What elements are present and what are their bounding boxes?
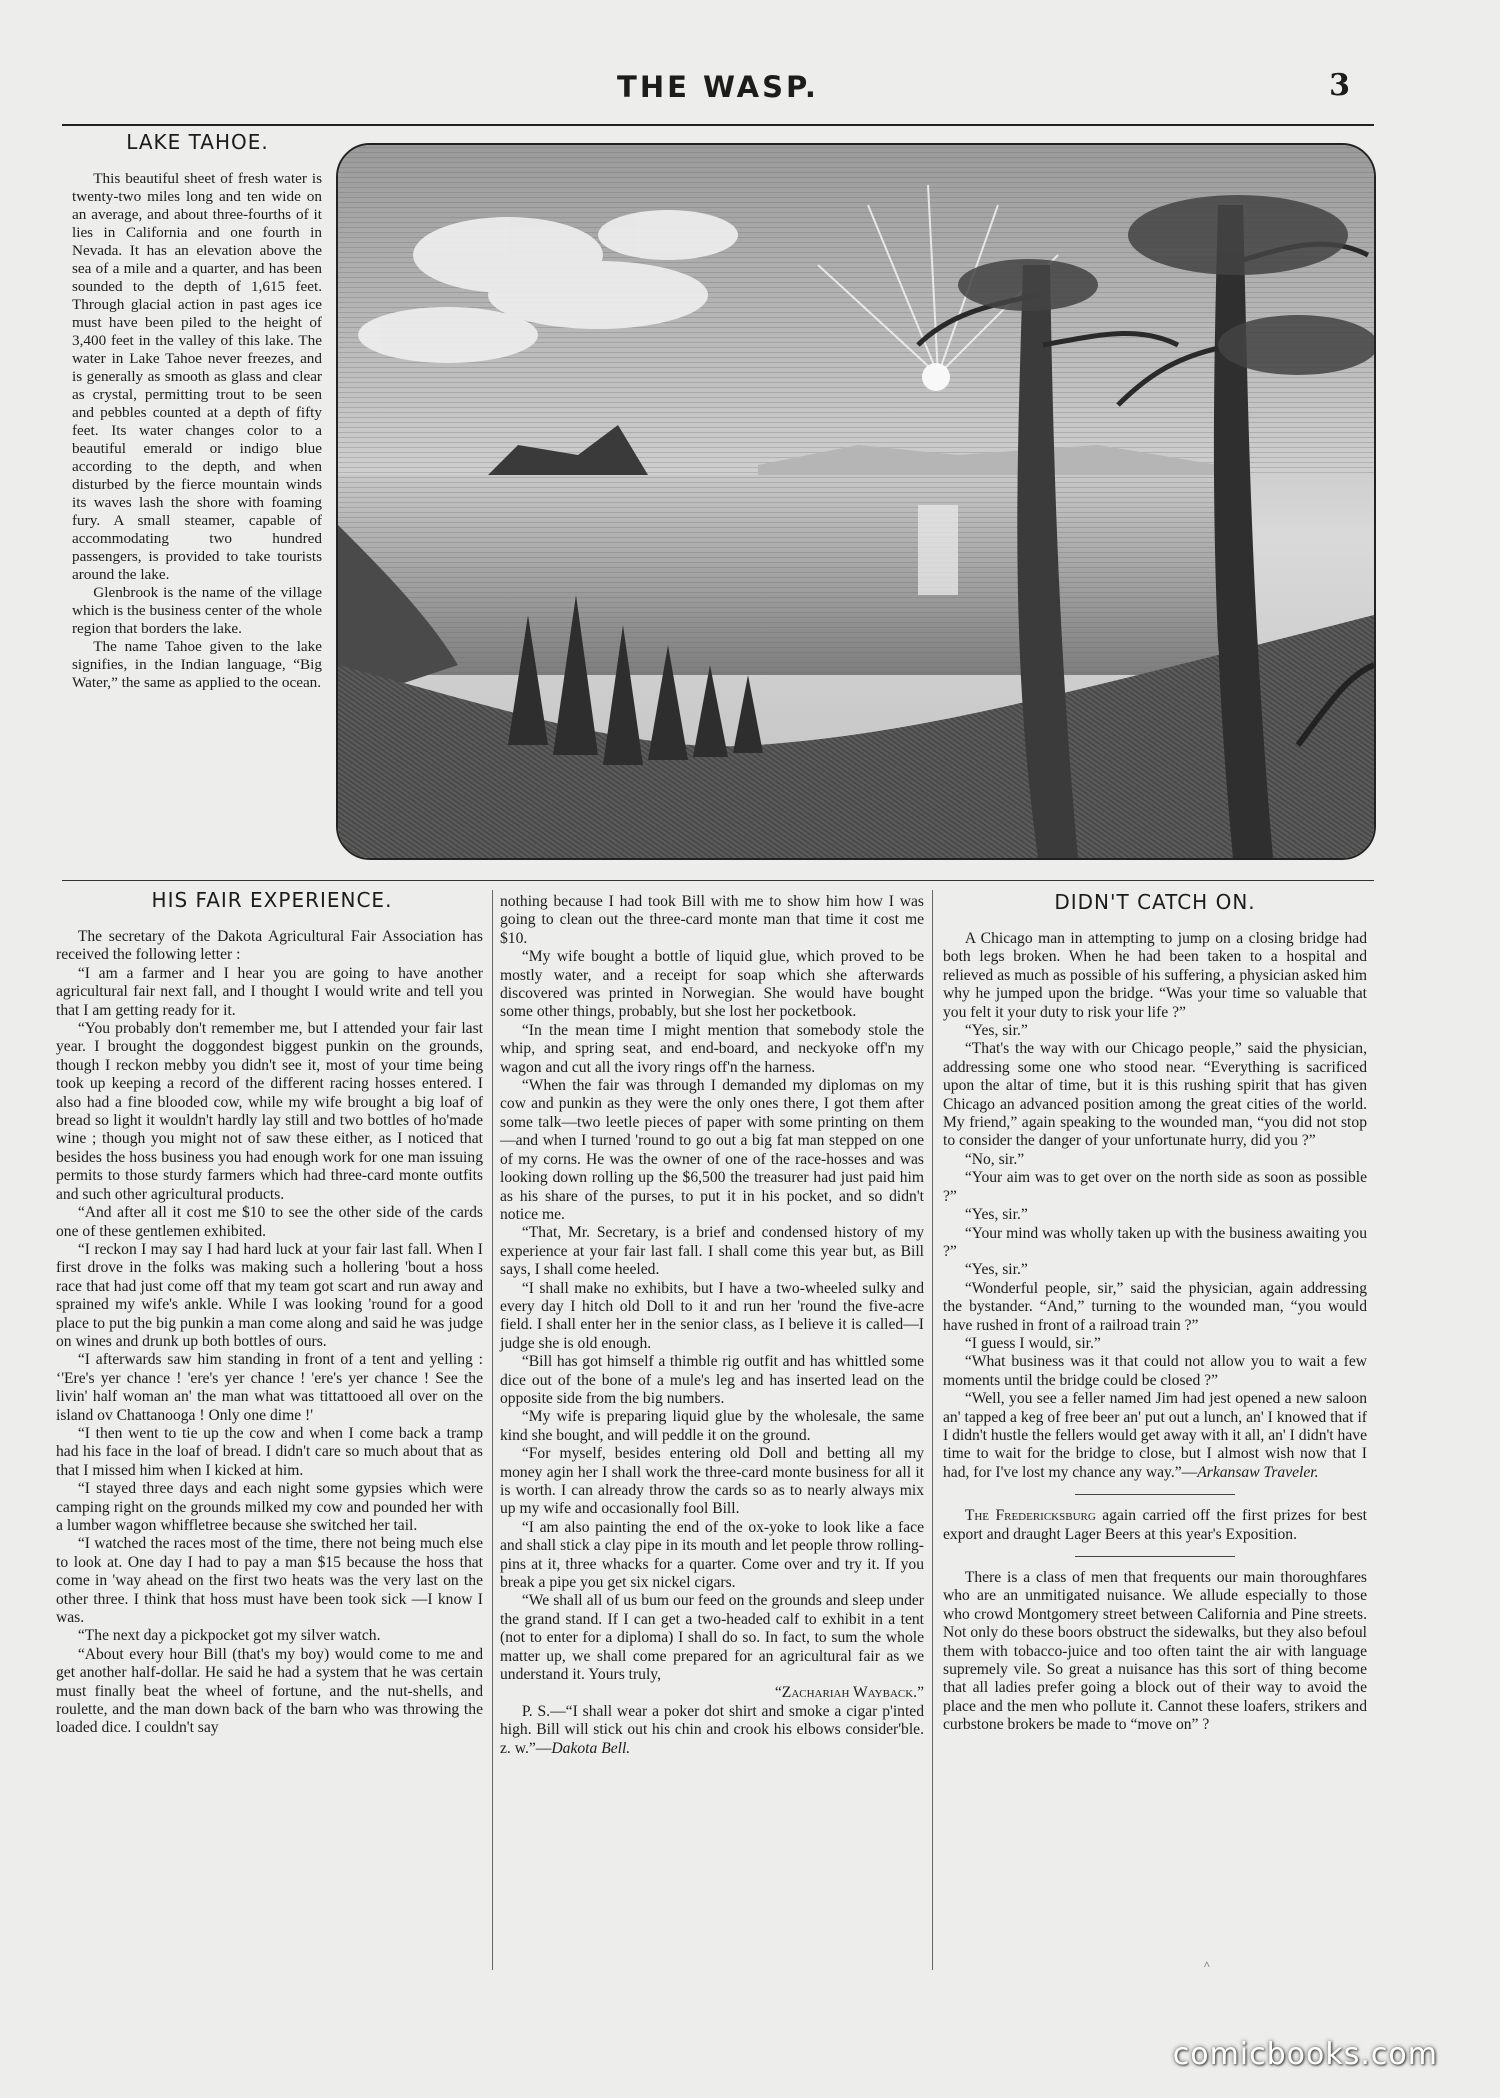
letter-paragraph: “I reckon I may say I had hard luck at your fair last fall. When I first drove in the folks was making such a hollering 'bout a hoss race that had just come off that my team got scart and run away and sprained my wife's ankle. While I was looking 'round for a good place to put the big punkin a man come along and said he was judge on wines and drunk up both bottles of ours. xyxy=(56,1240,483,1350)
story-paragraph: “Yes, sir.” xyxy=(964,1206,1028,1224)
postscript-source: Dakota Bell. xyxy=(551,1739,631,1757)
letter-paragraph: nothing because I had took Bill with me to show him how I was going to clean out the three-card monte man that time it cost me $10. xyxy=(500,893,924,947)
column-divider xyxy=(492,890,493,1970)
his-fair-experience-column-1 xyxy=(56,928,483,1738)
story-paragraph: “Your aim was to get over on the north side as soon as possible ?” xyxy=(943,1169,1367,1205)
item-divider xyxy=(1075,1494,1235,1495)
story-paragraph: “Yes, sir.” xyxy=(964,1261,1028,1279)
site-watermark: comicbooks.com xyxy=(1172,2037,1438,2072)
page-number: 3 xyxy=(1329,68,1350,103)
fredericksburg-text: again carried off the first prizes for best export and draught Lager Beers at this year's Exposition. xyxy=(943,1507,1367,1543)
section-rule xyxy=(62,880,1374,881)
letter-paragraph: “For myself, besides entering old Doll and betting all my money agin her I shall work the three-card monte business for all it is worth. I can already throw the cards so as to nearly always mix up my wife and occasionally fool Bill. xyxy=(500,1445,924,1518)
letter-paragraph: “My wife bought a bottle of liquid glue, which proved to be mostly water, and a receipt for soap which she afterwards discovered was printed in Norwegian. She would have bought some other things, probably, but she lost her pocketbook. xyxy=(500,948,924,1021)
story-paragraph: “Wonderful people, sir,” said the physician, again addressing the bystander. “And,” turning to the wounded man, “you would have rushed in front of a railroad train ?” xyxy=(943,1279,1367,1334)
letter-paragraph: “Bill has got himself a thimble rig outfit and has whittled some dice out of the bone of a mule's leg and has inserted lead on the opposite side from the big numbers. xyxy=(500,1353,924,1407)
lake-tahoe-paragraph: Glenbrook is the name of the village which is the business center of the whole region that borders the lake. xyxy=(72,584,322,637)
lake-tahoe-paragraph: The name Tahoe given to the lake signifies, in the Indian language, “Big Water,” the same as applied to the ocean. xyxy=(72,638,322,691)
lake-tahoe-paragraph: This beautiful sheet of fresh water is twenty-two miles long and ten wide on an average, and about three-fourths of it lies in California and one fourth in Nevada. It has an elevation above the sea of a mile and a quarter, and has been sounded to the depth of 1,615 feet. Through glacial action in past ages ice must have been piled to the height of 3,400 feet in the valley of this lake. The water in Lake Tahoe never freezes, and is generally as smooth as glass and clear as crystal, permitting trout to be seen and pebbles counted at a depth of fifty feet. Its water changes color to a beautiful emerald or indigo blue according to the depth, and when disturbed by the fierce mountain winds its waves lash the shore with foaming fury. A small steamer, capable of accommodating two hundred passengers, is provided to take tourists around the lake. xyxy=(72,170,322,583)
item-divider xyxy=(1075,1556,1235,1557)
masthead xyxy=(62,66,1374,126)
letter-postscript xyxy=(500,1703,924,1758)
story-paragraph: “Yes, sir.” xyxy=(964,1022,1028,1040)
letter-paragraph: The secretary of the Dakota Agricultural Fair Association has received the following letter : xyxy=(56,928,483,964)
story-paragraph: “That's the way with our Chicago people,” said the physician, addressing some one who stood near. “Everything is sacrificed upon the altar of time, but it is this rushing spirit that has given Chicago an advanced position among the great cities of the world. My friend,” again speaking to the wounded man, “you did not stop to consider the danger of your unfortunate hurry, did you ?” xyxy=(943,1040,1367,1150)
story-paragraph: “Your mind was wholly taken up with the business awaiting you ?” xyxy=(943,1224,1367,1260)
letter-paragraph: “I then went to tie up the cow and when I come back a tramp had his face in the loaf of bread. I didn't care so much about that as that I missed him when I kicked at him. xyxy=(56,1424,483,1479)
fredericksburg-lead: The Fredericksburg xyxy=(964,1507,1096,1525)
letter-paragraph: “I am a farmer and I hear you are going to have another agricultural fair next fall, and I thought I would write and tell you that I am getting ready for it. xyxy=(56,964,483,1019)
letter-paragraph: “I watched the races most of the time, there not being much else to look at. One day I had to pay a man $15 because the hoss that come in 'way ahead on the first two heats was the very last on the other three. I think that hoss must have been took sick —I know I was. xyxy=(56,1535,483,1627)
letter-paragraph: “The next day a pickpocket got my silver watch. xyxy=(77,1627,381,1645)
story-paragraph: “I guess I would, sir.” xyxy=(964,1334,1101,1352)
newspaper-title: THE WASP. xyxy=(617,70,819,104)
letter-paragraph: “I afterwards saw him standing in front of a tent and yelling : ‘'Ere's yer chance ! 'ere's yer chance ! 'ere's yer chance ! See the livin' half woman an' the man what was tittattooed all over on the island ov Chattanooga ! Only one dime !' xyxy=(56,1351,483,1424)
letter-paragraph: “You probably don't remember me, but I attended your fair last year. I brought the doggondest biggest punkin on the grounds, though I reckon mebby you didn't see it, most of your time being took up keeping a record of the different racing hosses entered. I also had a fine blooded cow, while my wife brought a big loaf of bread so light it wouldn't hardly lay still and two bottles of ho'made wine ; though you might not of saw these either, as I noticed that besides the hoss business you had enough work for one man issuing permits to those sturdy farmers which had three-card monte outfits and such other agricultural products. xyxy=(56,1020,483,1203)
letter-paragraph: “And after all it cost me $10 to see the other side of the cards one of these gentlemen exhibited. xyxy=(56,1204,483,1240)
story-source: Arkansaw Traveler. xyxy=(1197,1463,1319,1481)
postscript-text: P. S.—“I shall wear a poker dot shirt and smoke a cigar p'inted high. Bill will stick out his chin and crook his elbows consider'ble. z. w.”— xyxy=(500,1702,924,1757)
letter-paragraph: “I stayed three days and each night some gypsies which were camping right on the grounds milked my cow and pounded her with a lumber wagon whiffletree because she switched her tail. xyxy=(56,1480,483,1534)
story-paragraph: A Chicago man in attempting to jump on a closing bridge had both legs broken. When he had been taken to a hospital and relieved as much as possible of his suffering, a physician asked him why he jumped upon the bridge. “Was your time so valuable that you felt it your duty to risk your life ?” xyxy=(943,930,1367,1021)
didnt-catch-on-column xyxy=(943,930,1367,1735)
letter-paragraph: “When the fair was through I demanded my diplomas on my cow and punkin as they were the only ones there, I got them after some talk—two leetle pieces of paper with some printing on them—and when I turned 'round to go out a big fat man stepped on one of my corns. He was the owner of one of the race-hosses and was looking down rolling up the $6,500 the treasurer had just paid him as his share of the purses, to put it in his pocket, and so didn't notice me. xyxy=(500,1077,924,1223)
his-fair-experience-column-2 xyxy=(500,893,924,1758)
printer-mark: ^ xyxy=(1204,1958,1210,1972)
lake-tahoe-heading: LAKE TAHOE. xyxy=(126,130,269,154)
letter-paragraph: “About every hour Bill (that's my boy) would come to me and get another half-dollar. He said he had a system that he was certain must finally beat the wheel of fortune, and the nut-shells, and roulette, and the man down back of the barn who was throwing the loaded dice. I couldn't say xyxy=(56,1645,483,1737)
lake-tahoe-illustration xyxy=(336,143,1376,860)
letter-paragraph: “That, Mr. Secretary, is a brief and condensed history of my experience at your fair last fall. I shall come this year but, as Bill says, I shall come heeled. xyxy=(500,1224,924,1279)
story-closing: “Well, you see a feller named Jim had jest opened a new saloon an' tapped a keg of free beer an' put out a lunch, an' I knowed that if I didn't hustle the fellers would get away with it all, an' I didn't have time to wait for the bridge to close, but I almost wish now that I had, for I've lost my chance any way.”— xyxy=(943,1390,1367,1481)
fredericksburg-notice xyxy=(943,1507,1367,1544)
letter-paragraph: “I shall make no exhibits, but I have a two-wheeled sulky and every day I hitch old Doll to it and run her 'round the five-acre field. I shall enter her in the senior class, as I believe it is called—I judge she is old enough. xyxy=(500,1279,924,1352)
column-divider xyxy=(932,890,933,1970)
story-paragraph: “What business was it that could not allow you to wait a few moments until the bridge could be closed ?” xyxy=(943,1353,1367,1389)
nuisance-paragraph: There is a class of men that frequents our main thoroughfares who are an unmitigated nuisance. We allude especially to those who crowd Montgomery street between California and Pine streets. Not only do these boors obstruct the sidewalks, but they also befoul them with tobacco-juice and too often taint the air with language supremely vile. So great a nuisance has this sort of thing become that all ladies prefer going a block out of their way to avoid the place and the men who pollute it. Cannot these loafers, strikers and curbstone brokers be made to “move on” ? xyxy=(943,1569,1367,1734)
didnt-catch-on-heading: DIDN'T CATCH ON. xyxy=(1054,890,1256,914)
lake-tahoe-article xyxy=(72,170,322,692)
letter-paragraph: “I am also painting the end of the ox-yoke to look like a face and shall stick a clay pipe in its mouth and let people throw rolling-pins at it, three whacks for a quarter. Come over and try it. If you break a pipe you get six nickel cigars. xyxy=(500,1518,924,1592)
story-paragraph xyxy=(943,1390,1367,1482)
his-fair-experience-heading: HIS FAIR EXPERIENCE. xyxy=(151,888,393,912)
masthead-rule xyxy=(62,124,1374,126)
story-paragraph: “No, sir.” xyxy=(964,1150,1025,1168)
letter-signature: “Zachariah Wayback.” xyxy=(774,1684,924,1702)
letter-paragraph: “We shall all of us bum our feed on the grounds and sleep under the grand stand. If I can get a two-headed calf to exhibit in a tent (not to enter for a diploma) I shall do so. In fact, to sum the whole matter up, we shall come prepared for an agricultural fair as we understand it. Yours truly, xyxy=(500,1592,924,1684)
letter-paragraph: “My wife is preparing liquid glue by the wholesale, the same kind she bought, and will peddle it on the ground. xyxy=(500,1408,924,1444)
letter-paragraph: “In the mean time I might mention that somebody stole the whip, and spring seat, and end-board, and neckyoke off'n my wagon and cut all the ivory rings off'n the harness. xyxy=(500,1021,924,1076)
